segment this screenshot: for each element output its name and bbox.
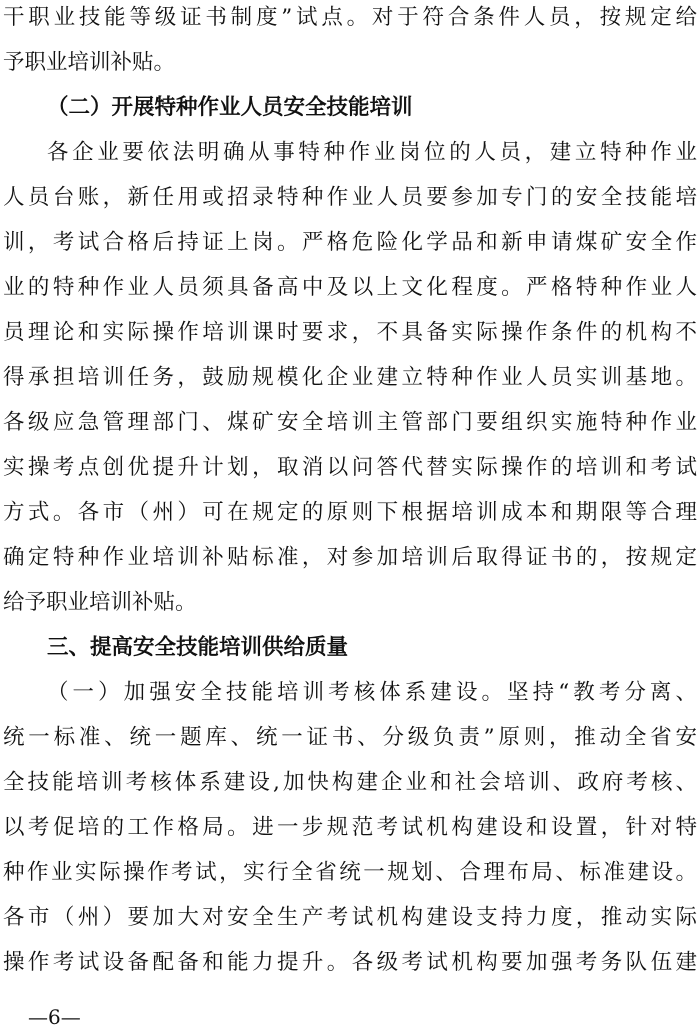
section-heading: （二）开展特种作业人员安全技能培训 [47,95,413,120]
page-number: —6— [28,1005,81,1029]
text-line: 确定特种作业培训补贴标准，对参加培训后取得证书的，按规定 [3,545,697,570]
section-heading: 三、提高安全技能培训供给质量 [47,635,349,660]
text-line: 得承担培训任务，鼓励规模化企业建立特种作业人员实训基地。 [3,365,697,390]
text-line: 予职业培训补贴。 [3,50,176,75]
text-line: 以考促培的工作格局。进一步规范考试机构建设和设置，针对特 [3,815,697,840]
text-line: 实操考点创优提升计划，取消以问答代替实际操作的培训和考试 [3,455,697,480]
text-line: 方式。各市（州）可在规定的原则下根据培训成本和期限等合理 [3,500,697,525]
text-line: 各市（州）要加大对安全生产考试机构建设支持力度，推动实际 [3,905,697,930]
text-line: 统一标准、统一题库、统一证书、分级负责”原则，推动全省安 [3,725,697,750]
text-line: 各级应急管理部门、煤矿安全培训主管部门要组织实施特种作业 [3,410,697,435]
text-line: 给予职业培训补贴。 [3,590,197,615]
text-line: 员理论和实际操作培训课时要求，不具备实际操作条件的机构不 [3,320,697,345]
text-line: 种作业实际操作考试，实行全省统一规划、合理布局、标准建设。 [3,860,697,885]
text-line: 操作考试设备配备和能力提升。各级考试机构要加强考务队伍建 [3,950,697,975]
text-line: 干职业技能等级证书制度”试点。对于符合条件人员，按规定给 [3,5,697,30]
text-line: 训，考试合格后持证上岗。严格危险化学品和新申请煤矿安全作 [3,230,697,255]
text-line: 业的特种作业人员须具备高中及以上文化程度。严格特种作业人 [3,275,697,300]
text-line: 全技能培训考核体系建设,加快构建企业和社会培训、政府考核、 [3,770,697,795]
text-line: （一）加强安全技能培训考核体系建设。坚持“教考分离、 [47,680,697,705]
text-line: 人员台账，新任用或招录特种作业人员要参加专门的安全技能培 [3,185,697,210]
text-line: 各企业要依法明确从事特种作业岗位的人员，建立特种作业 [47,140,697,165]
